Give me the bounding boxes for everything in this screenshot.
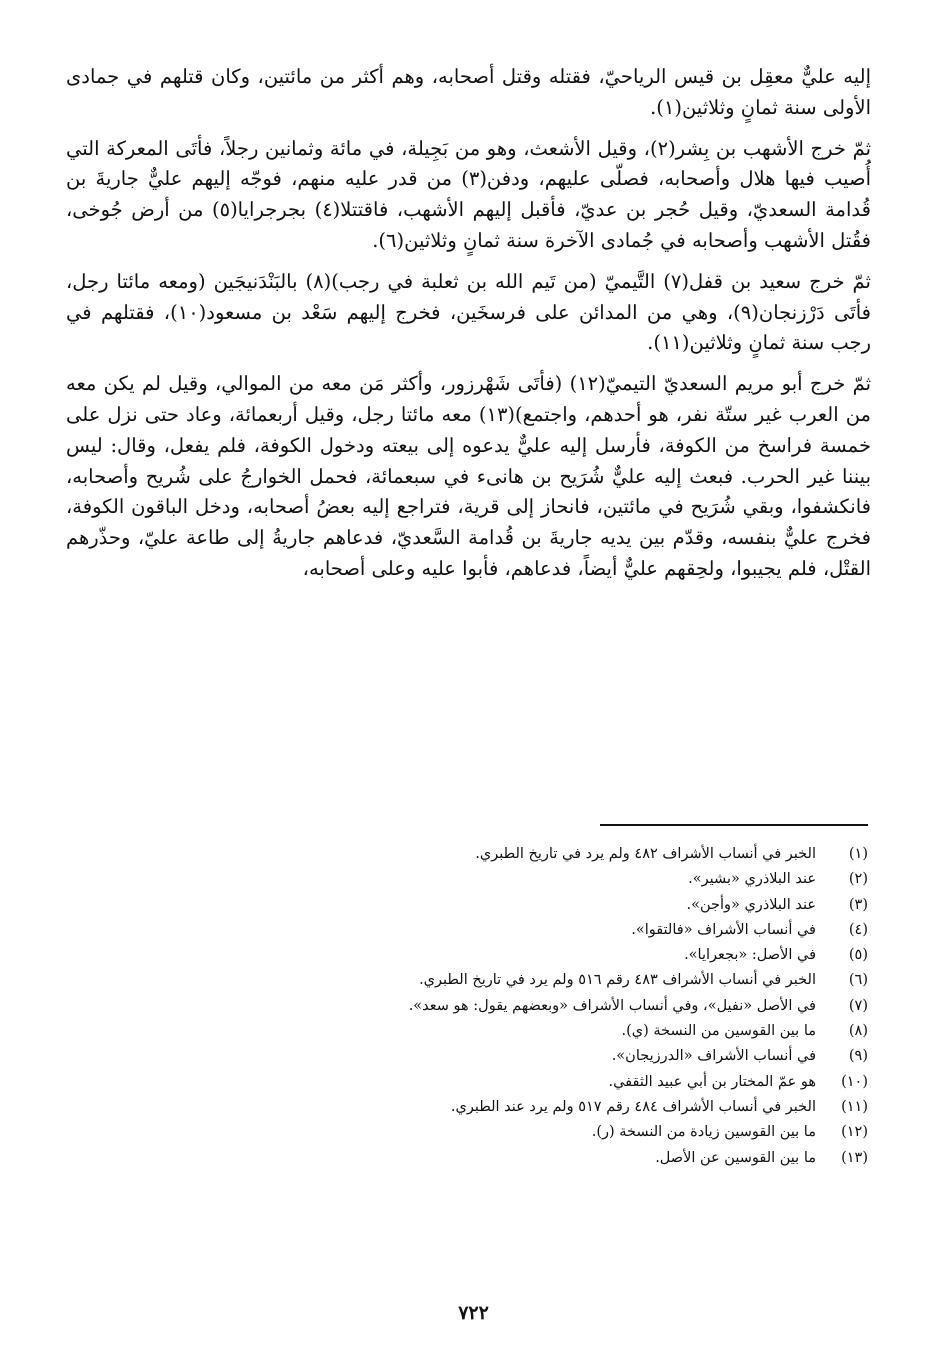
footnote-text: في الأصل: «بجعرايا». [684,947,816,964]
footnote-text: هو عمّ المختار بن أبي عبيد الثقفي. [608,1073,816,1090]
footnote-number: (٩) [848,1048,868,1065]
footnote-number: (١٠) [841,1073,868,1090]
footnote-text: في أنساب الأشراف «فالتقوا». [631,921,816,938]
footnote-12 [90,1120,868,1145]
footnote-7 [90,994,868,1019]
footnote-number: (٦) [848,972,868,989]
footnote-text: عند البلاذري «بشير». [688,871,816,888]
footnote-2 [90,867,868,892]
footnote-4 [90,918,868,943]
footnote-number: (٨) [848,1023,868,1040]
footnote-text: عند البلاذري «وأجن». [686,896,816,913]
paragraph-4: ثمّ خرج أبو مريم السعديّ التيميّ(١٢) (فأتَى شَهْرزور، وأكثر مَن معه من الموالي، وقيل لم يكن معه من العرب غير ستّة نفر، هو أحدهم، واجتمع)(١٣) معه مائتا رجل، وقيل أربعمائة، وعاد حتى نزل على خمسة فراسخ من الكوفة، فأرسل إليه عليٌّ يدعوه إلى بيعته ودخول الكوفة، فلم يفعل، وقال: ليس بيننا غير الحرب. فبعث إليه عليٌّ شُرَيح بن هانىء في سبعمائة، فحمل الخوارجُ على شُريح وأصحابه، فانكشفوا، وبقي شُرَيح في مائتين، فانحاز إلى قرية، فتراجع إليه بعضُ أصحابه، ودخل الباقون الكوفة، فخرج عليٌّ بنفسه، وقدّم بين يديه جاريةَ بن قُدامة السَّعديّ، فدعاهم جاريةُ إلى طاعة عليّ، وحذّرهم القتْل، فلم يجيبوا، ولحِقهم عليٌّ أيضاً، فدعاهم، فأبوا عليه وعلى أصحابه، [66,372,872,580]
footnote-number: (١٢) [841,1124,868,1141]
footnote-text: ما بين القوسين عن الأصل. [655,1149,816,1166]
footnote-text: الخبر في أنساب الأشراف ٤٨٢ ولم يرد في تاريخ الطبري. [475,846,816,862]
footnote-number: (٥) [848,947,868,964]
footnote-text: ما بين القوسين زيادة من النسخة (ر). [591,1124,816,1141]
footnote-number: (٤) [848,921,868,938]
footnote-number: (١٣) [841,1149,868,1166]
footnote-1 [90,842,868,867]
footnote-10 [90,1070,868,1095]
footnote-text: في أنساب الأشراف «الدرزيجان». [611,1048,816,1065]
footnote-text: الخبر في أنساب الأشراف ٤٨٣ رقم ٥١٦ ولم يرد في تاريخ الطبري. [419,972,816,989]
footnote-number: (٣) [848,896,868,913]
page-number: ٧٢٢ [458,1302,489,1324]
footnote-text: في الأصل «نفيل»، وفي أنساب الأشراف «وبعضهم يقول: هو سعد». [408,997,816,1014]
footnote-number: (١١) [841,1098,868,1115]
footnote-9 [90,1044,868,1069]
footnotes-list [90,842,868,1171]
footnote-text: ما بين القوسين من النسخة (ي). [621,1023,816,1040]
footnote-5 [90,943,868,968]
footnote-number: (٢) [848,871,868,888]
footnote-13 [90,1146,868,1171]
footnote-text: الخبر في أنساب الأشراف ٤٨٤ رقم ٥١٧ ولم يرد عند الطبري. [450,1098,816,1115]
paragraph-3: ثمّ خرج سعيد بن قفل(٧) التَّيميّ (من تَيم الله بن ثعلبة في رجب)(٨) بالبَنْدَنيجَين (ومعه مائتا رجل، فأتَى دَرْزنجان(٩)، وهي من المدائن على فرسخَين، فخرج إليهم سَعْد بن مسعود(١٠)، فقتلهم في رجب سنة ثمانٍ وثلاثين(١١). [66,269,871,355]
footnote-6 [90,968,868,993]
main-text [66,62,871,595]
footnote-number: (٧) [848,997,868,1014]
footnote-3 [90,893,868,918]
footnote-separator [600,824,868,826]
footnote-8 [90,1019,868,1044]
paragraph-2: ثمّ خرج الأشهب بن بِشر(٢)، وقيل الأشعث، وهو من بَجِيلة، في مائة وثمانين رجلاً، فأتَى المعركة التي أُصيب فيها هلال وأصحابه، فصلّى عليهم، ودفن(٣) من قدر عليه منهم، فوجّه إليهم عليٌّ جاريةَ بن قُدامة السعديّ، وقيل حُجر بن عديّ، فأقبل إليهم الأشهب، فاقتتلا(٤) بجرجرايا(٥) من أرض جُوخى، فقُتل الأشهب وأصحابه في جُمادى الآخرة سنة ثمانٍ وثلاثين(٦). [66,136,871,252]
paragraph-1: إليه عليٌّ معقِل بن قيس الرياحيّ، فقتله وقتل أصحابه، وهم أكثر من مائتين، وكان قتلهم في جمادى الأولى سنة ثمانٍ وثلاثين(١). [66,65,871,119]
footnote-number: (١) [848,846,868,862]
footnote-11 [90,1095,868,1120]
